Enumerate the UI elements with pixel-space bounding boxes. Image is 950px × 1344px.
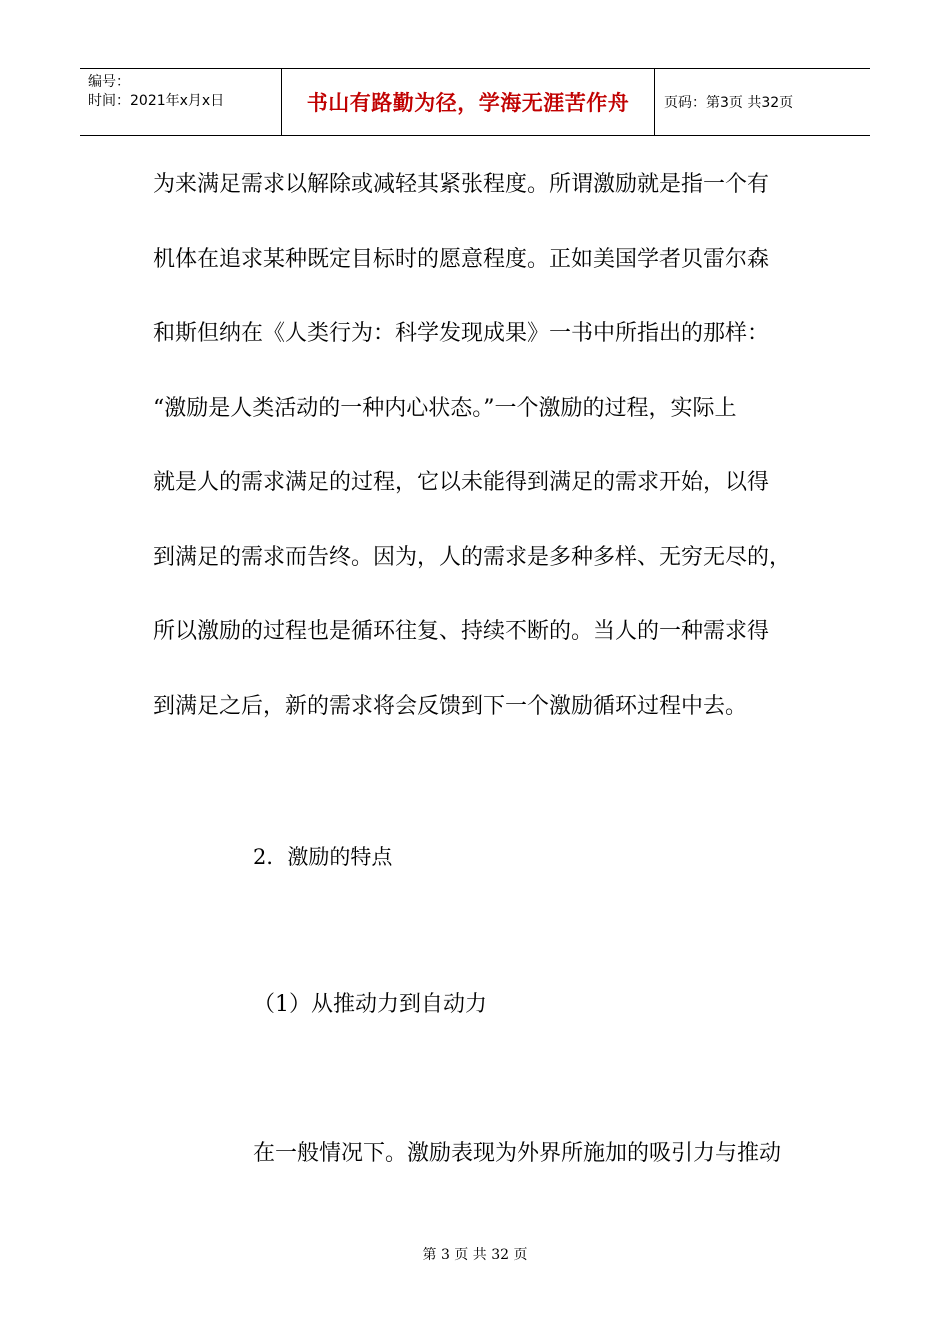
body-line: 和斯但纳在《人类行为：科学发现成果》一书中所指出的那样： bbox=[153, 321, 770, 346]
header-motto: 书山有路勤为径，学海无涯苦作舟 bbox=[281, 69, 655, 135]
document-number-label: 编号： bbox=[88, 74, 130, 90]
document-date-label: 时间：2021年x月x日 bbox=[88, 93, 225, 109]
body-line: 机体在追求某种既定目标时的愿意程度。正如美国学者贝雷尔森 bbox=[153, 247, 770, 272]
subsection-heading: （1）从推动力到自动力 bbox=[253, 992, 487, 1017]
body-line: 所以激励的过程也是循环往复、持续不断的。当人的一种需求得 bbox=[153, 619, 770, 644]
body-line: 在一般情况下。激励表现为外界所施加的吸引力与推动 bbox=[253, 1141, 782, 1166]
page-footer: 第 3 页 共 32 页 bbox=[422, 1247, 528, 1263]
page-header bbox=[80, 68, 870, 136]
header-page-info: 页码：第3页 共32页 bbox=[664, 95, 794, 111]
body-line: 到满足之后，新的需求将会反馈到下一个激励循环过程中去。 bbox=[153, 694, 748, 719]
body-line: “激励是人类活动的一种内心状态。”一个激励的过程，实际上 bbox=[153, 396, 737, 421]
section-heading: 2．激励的特点 bbox=[253, 845, 393, 869]
body-line: 就是人的需求满足的过程，它以未能得到满足的需求开始，以得 bbox=[153, 470, 770, 495]
body-line: 到满足的需求而告终。因为，人的需求是多种多样、无穷无尽的， bbox=[153, 545, 792, 570]
body-line: 为来满足需求以解除或减轻其紧张程度。所谓激励就是指一个有 bbox=[153, 172, 770, 197]
header-meta bbox=[80, 69, 281, 135]
